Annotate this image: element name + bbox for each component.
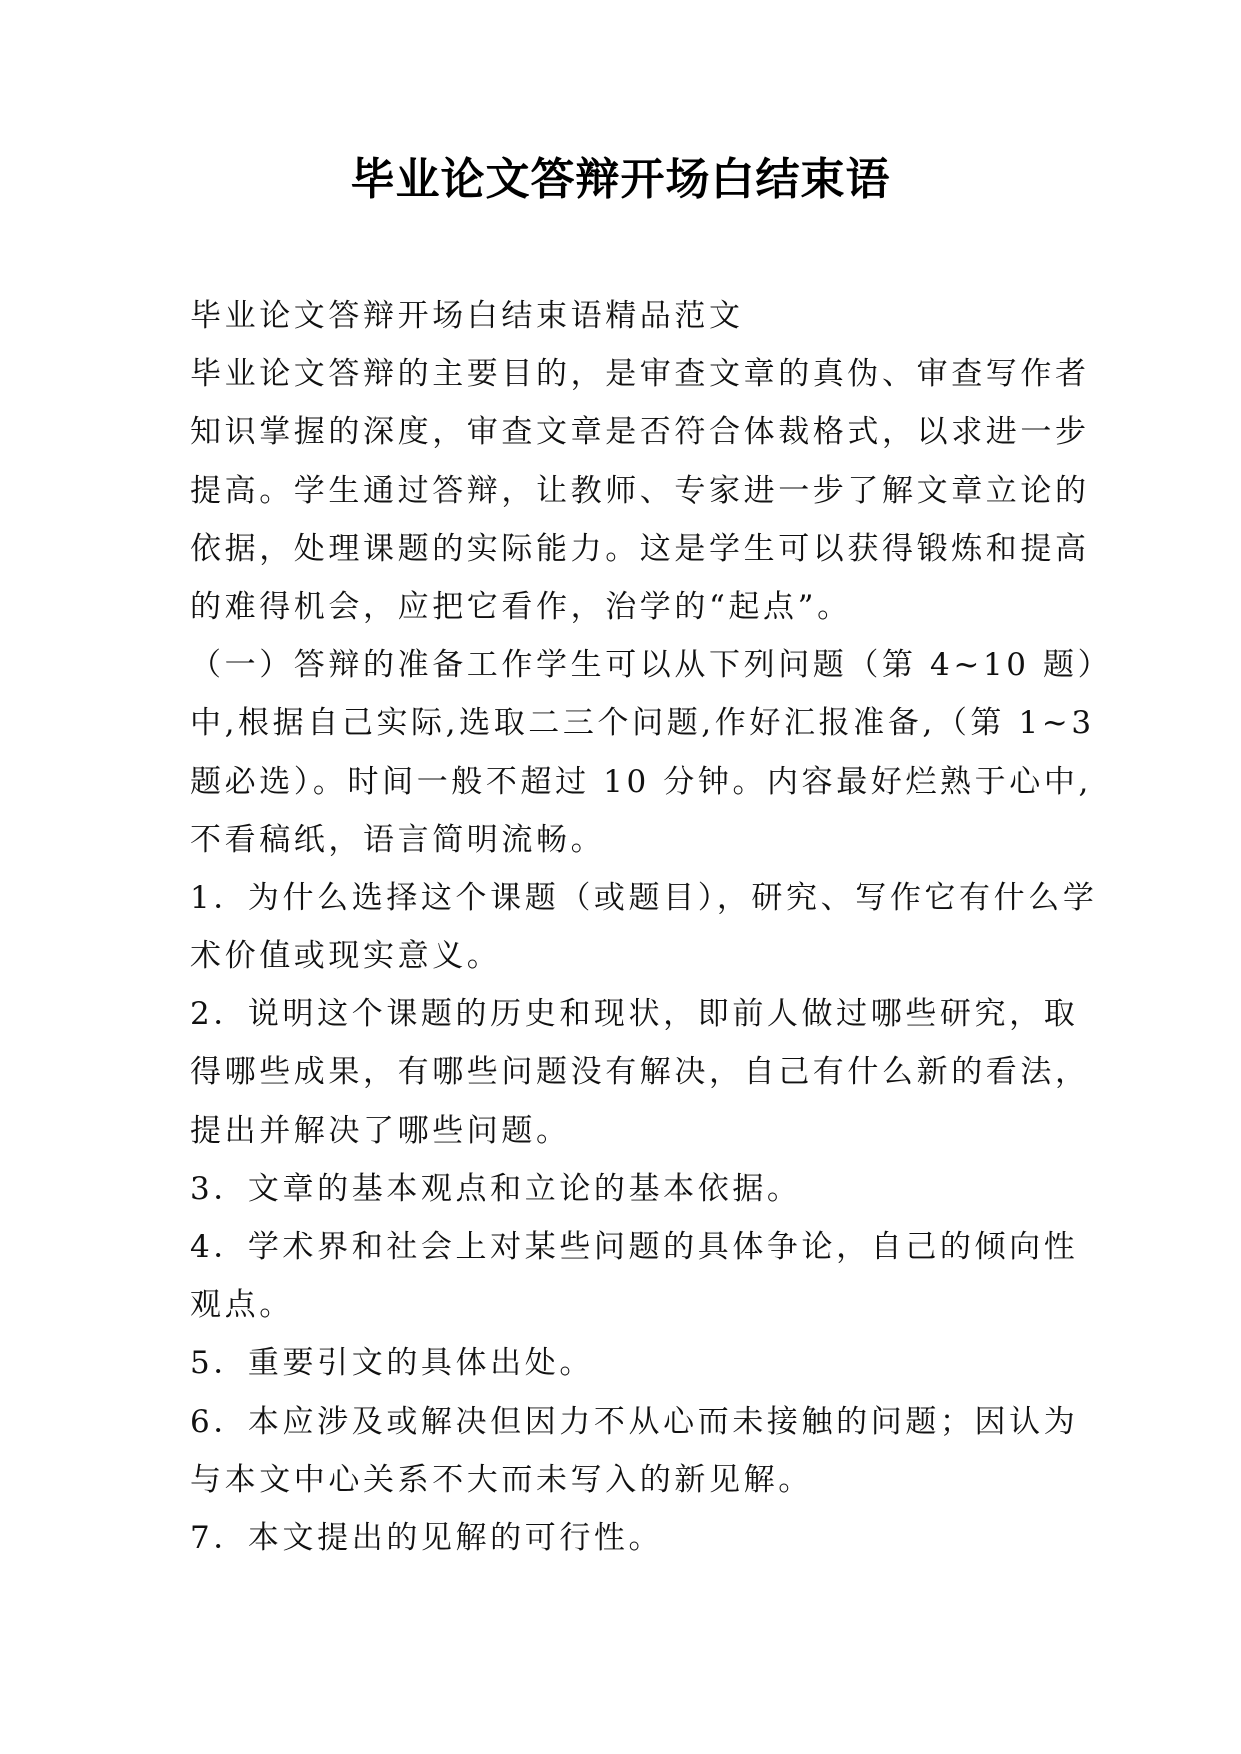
paragraph-line: 依据，处理课题的实际能力。这是学生可以获得锻炼和提高 (190, 530, 1090, 567)
list-item-line: 术价值或现实意义。 (190, 938, 502, 975)
paragraph-line: 中,根据自己实际,选取二三个问题,作好汇报准备,（第 1~3 (190, 705, 1095, 742)
list-item-line: 提出并解决了哪些问题。 (190, 1112, 571, 1149)
document-body (190, 287, 1113, 1567)
list-item-line: 观点。 (190, 1287, 294, 1324)
list-item-line: 2．说明这个课题的历史和现状，即前人做过哪些研究，取 (190, 996, 1079, 1033)
paragraph-line: 知识掌握的深度，审查文章是否符合体裁格式，以求进一步 (190, 414, 1090, 451)
subtitle-line: 毕业论文答辩开场白结束语精品范文 (190, 298, 744, 334)
list-item-line: 4．学术界和社会上对某些问题的具体争论，自己的倾向性 (190, 1229, 1079, 1265)
section-heading-line: （一）答辩的准备工作学生可以从下列问题（第 4~10 题） (190, 647, 1113, 684)
list-item-line: 1．为什么选择这个课题（或题目），研究、写作它有什么学 (190, 879, 1098, 916)
list-item-line: 6．本应涉及或解决但因力不从心而未接触的问题；因认为 (190, 1403, 1079, 1440)
paragraph-line: 的难得机会，应把它看作，治学的“起点”。 (190, 588, 852, 625)
list-item-line: 与本文中心关系不大而未写入的新见解。 (190, 1461, 813, 1498)
list-item-line: 7．本文提出的见解的可行性。 (190, 1519, 664, 1556)
document-title: 毕业论文答辩开场白结束语 (350, 154, 891, 205)
paragraph-line: 不看稿纸，语言简明流畅。 (190, 821, 606, 858)
paragraph-line: 提高。学生通过答辩，让教师、专家进一步了解文章立论的 (190, 472, 1090, 509)
list-item-line: 得哪些成果，有哪些问题没有解决，自己有什么新的看法， (190, 1054, 1090, 1091)
list-item-line: 3．文章的基本观点和立论的基本依据。 (190, 1170, 802, 1207)
list-item-line: 5．重要引文的具体出处。 (190, 1345, 594, 1382)
paragraph-line: 题必选）。时间一般不超过 10 分钟。内容最好烂熟于心中, (190, 763, 1092, 800)
paragraph-line: 毕业论文答辩的主要目的，是审查文章的真伪、审查写作者 (190, 356, 1090, 393)
